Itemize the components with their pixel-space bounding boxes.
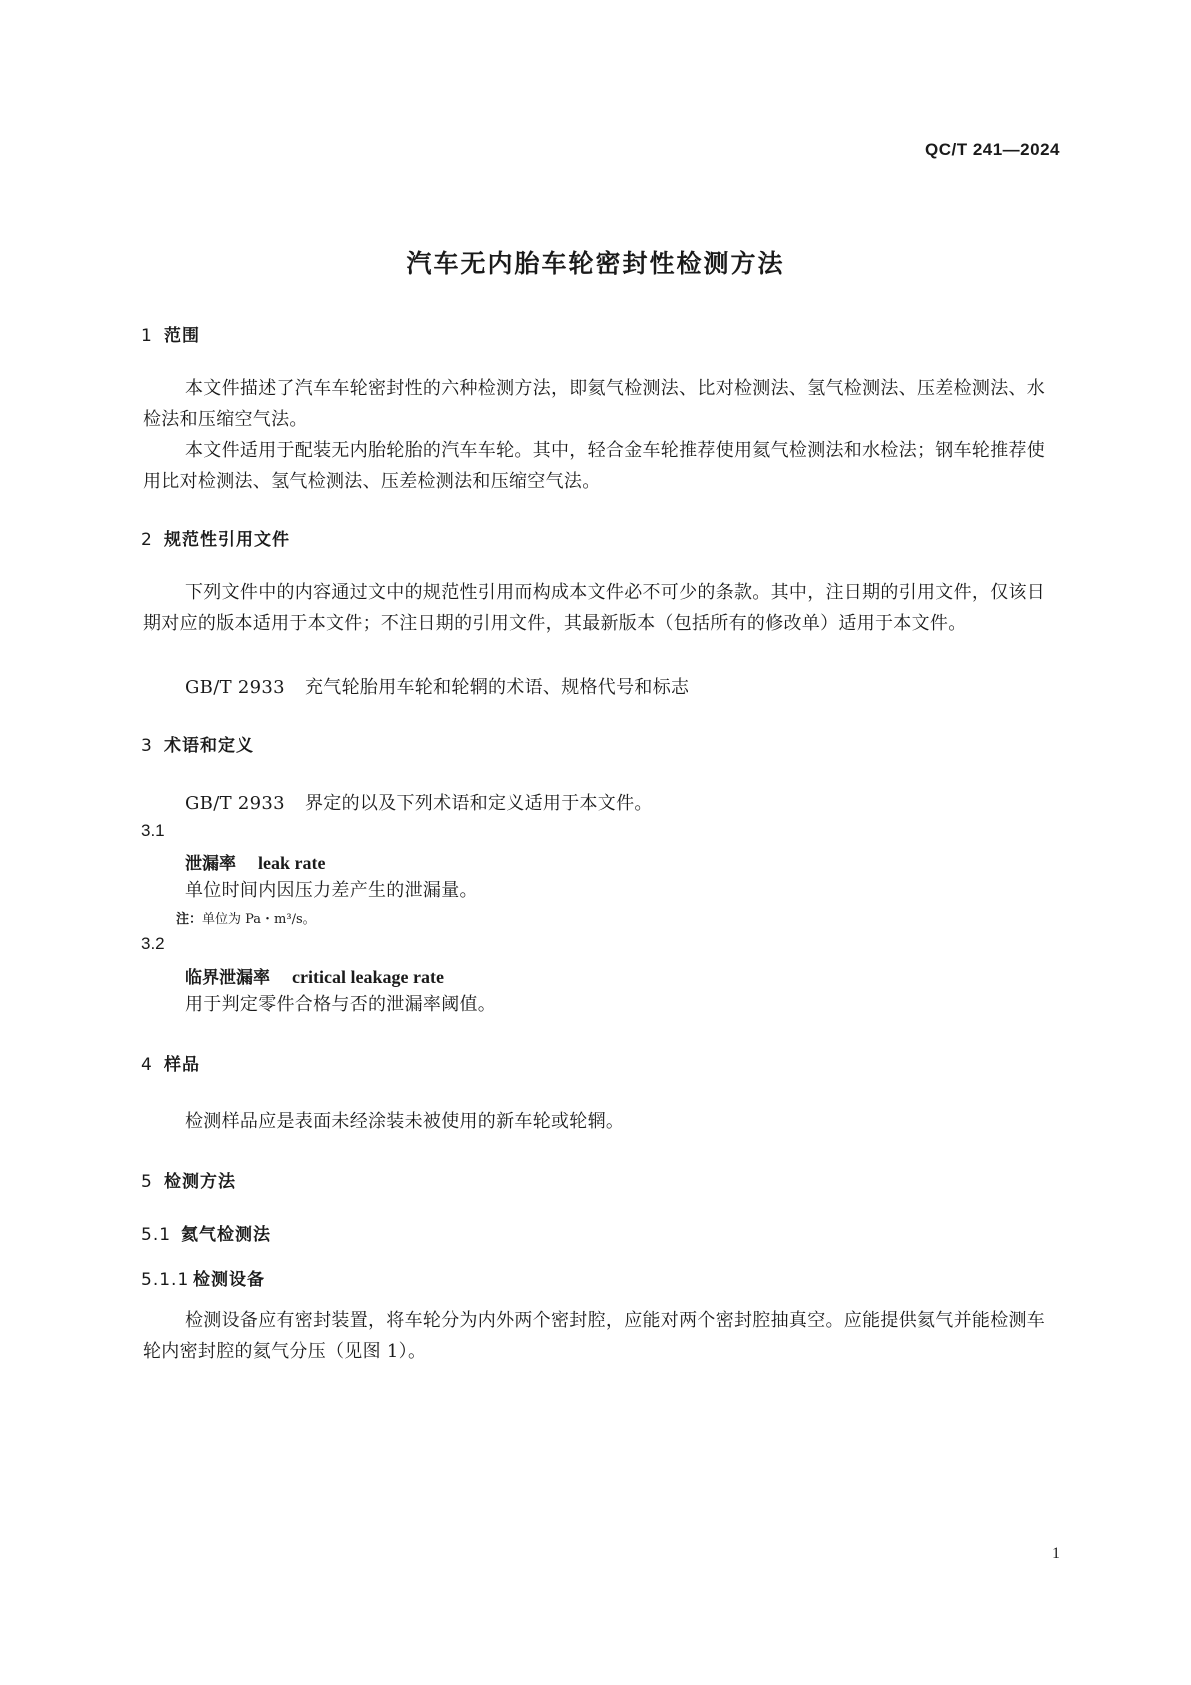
section-5-heading	[141, 1167, 236, 1192]
term-zh: 临界泄漏率	[185, 968, 270, 988]
section-4-heading	[141, 1050, 200, 1075]
normative-reference	[185, 673, 689, 699]
note-text: 单位为 Pa・m³/s。	[202, 912, 316, 927]
term-zh: 泄漏率	[185, 854, 236, 874]
reference-code: GB/T 2933	[185, 793, 285, 814]
section-number: 5	[141, 1172, 153, 1192]
section-title: 样品	[164, 1055, 200, 1075]
standard-code: QC/T 241—2024	[924, 140, 1060, 159]
term-3-1-number: 3.1	[141, 821, 165, 840]
term-3-2-definition: 用于判定零件合格与否的泄漏率阈值。	[185, 994, 497, 1015]
section-title: 术语和定义	[164, 736, 254, 756]
term-en: leak rate	[258, 853, 326, 873]
section-number: 1	[141, 326, 153, 346]
section-title: 规范性引用文件	[164, 530, 290, 550]
section-number: 2	[141, 530, 153, 550]
section-title: 氦气检测法	[181, 1225, 271, 1245]
section-1-heading	[141, 321, 200, 346]
reference-title: 充气轮胎用车轮和轮辋的术语、规格代号和标志	[305, 677, 690, 698]
term-3-2-number: 3.2	[141, 934, 165, 953]
terms-intro-text: 界定的以及下列术语和定义适用于本文件。	[305, 793, 653, 814]
reference-code: GB/T 2933	[185, 677, 285, 698]
section-title: 检测方法	[164, 1172, 236, 1192]
section-5-1-1-paragraph-1: 检测设备应有密封装置，将车轮分为内外两个密封腔，应能对两个密封腔抽真空。应能提供氦气并能检测车轮内密封腔的氦气分压（见图 1）。	[143, 1310, 1046, 1362]
term-3-2	[185, 963, 444, 988]
section-title: 检测设备	[193, 1270, 265, 1290]
section-number: 3	[141, 736, 153, 756]
section-2-heading	[141, 525, 290, 550]
term-3-1-note	[176, 908, 316, 927]
section-number: 4	[141, 1055, 153, 1075]
section-2-paragraph-1: 下列文件中的内容通过文中的规范性引用而构成本文件必不可少的条款。其中，注日期的引用文件，仅该日期对应的版本适用于本文件；不注日期的引用文件，其最新版本（包括所有的修改单）适用于本文件。	[143, 582, 1046, 634]
section-3-heading	[141, 731, 254, 756]
section-1-paragraph-1: 本文件描述了汽车车轮密封性的六种检测方法，即氦气检测法、比对检测法、氢气检测法、压差检测法、水检法和压缩空气法。	[143, 378, 1046, 430]
section-5-1-heading	[141, 1220, 271, 1245]
section-1-paragraph-2: 本文件适用于配装无内胎轮胎的汽车车轮。其中，轻合金车轮推荐使用氦气检测法和水检法；钢车轮推荐使用比对检测法、氢气检测法、压差检测法和压缩空气法。	[143, 440, 1046, 492]
section-title: 范围	[164, 326, 200, 346]
page-number: 1	[1052, 1545, 1060, 1562]
section-4-paragraph-1: 检测样品应是表面未经涂装未被使用的新车轮或轮辋。	[185, 1111, 625, 1132]
terms-intro	[185, 789, 653, 815]
section-5-1-1-heading	[141, 1265, 265, 1290]
section-number: 5.1.1	[141, 1270, 190, 1290]
note-label: 注：	[176, 912, 203, 927]
term-3-1	[185, 849, 325, 874]
document-title: 汽车无内胎车轮密封性检测方法	[406, 249, 785, 278]
term-3-1-definition: 单位时间内因压力差产生的泄漏量。	[185, 880, 478, 901]
section-number: 5.1	[141, 1225, 172, 1245]
term-en: critical leakage rate	[292, 967, 444, 987]
